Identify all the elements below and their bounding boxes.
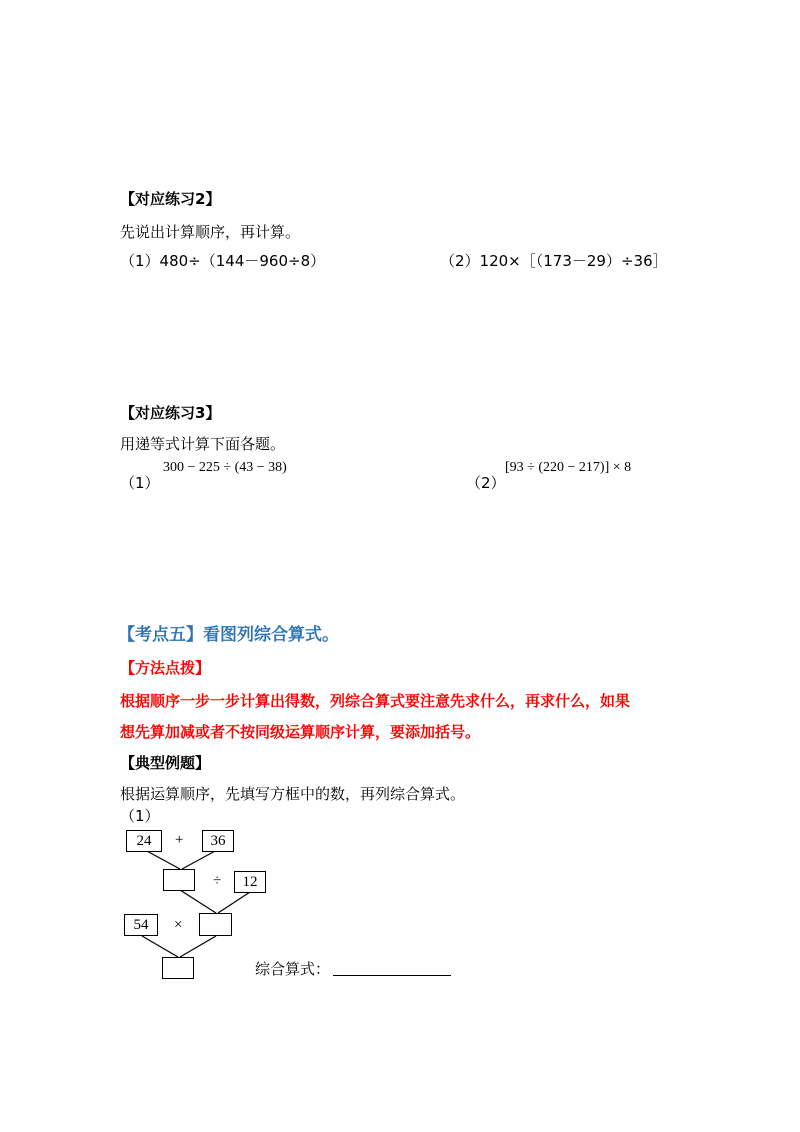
practice3-problem-2-label: （2） [466, 474, 506, 492]
diagram-times-operator: × [174, 917, 183, 933]
example-heading: 【典型例题】 [120, 754, 211, 772]
practice2-heading: 【对应练习2】 [120, 190, 221, 208]
practice3-problem-1-label: （1） [120, 474, 160, 492]
diagram-box-12: 12 [234, 871, 266, 893]
method-heading: 【方法点拨】 [120, 659, 211, 677]
diagram-box-36: 36 [202, 830, 234, 852]
formula-answer-line[interactable] [333, 975, 451, 976]
method-line-1: 根据顺序一步一步计算出得数，列综合算式要注意先求什么，再求什么，如果 [120, 692, 631, 710]
example-instruction: 根据运算顺序，先填写方框中的数，再列综合算式。 [120, 785, 466, 803]
practice2-problem-1: （1）480÷（144－960÷8） [120, 252, 326, 270]
diagram-box-result-blank[interactable] [162, 957, 194, 979]
practice3-instruction: 用递等式计算下面各题。 [120, 435, 286, 453]
diagram-box-sum-blank[interactable] [163, 869, 195, 891]
method-line-2: 想先算加减或者不按同级运算顺序计算，要添加括号。 [120, 723, 481, 741]
diagram-box-24: 24 [126, 830, 162, 852]
practice2-problem-2: （2）120×［（173－29）÷36］ [440, 252, 668, 270]
formula-label: 综合算式： [255, 962, 331, 978]
diagram-box-quotient-blank[interactable] [199, 913, 232, 936]
diagram-plus-operator: + [175, 832, 184, 848]
section5-heading: 【考点五】看图列综合算式。 [118, 625, 339, 645]
diagram-box-54: 54 [124, 914, 158, 936]
practice2-instruction: 先说出计算顺序，再计算。 [120, 223, 301, 241]
practice3-heading: 【对应练习3】 [120, 404, 221, 422]
practice3-problem-2-expression: [93 ÷ (220 − 217)] × 8 [505, 460, 632, 475]
example-label: （1） [120, 807, 160, 825]
diagram-divide-operator: ÷ [213, 873, 222, 889]
practice3-problem-1-expression: 300 − 225 ÷ (43 − 38) [163, 460, 287, 475]
